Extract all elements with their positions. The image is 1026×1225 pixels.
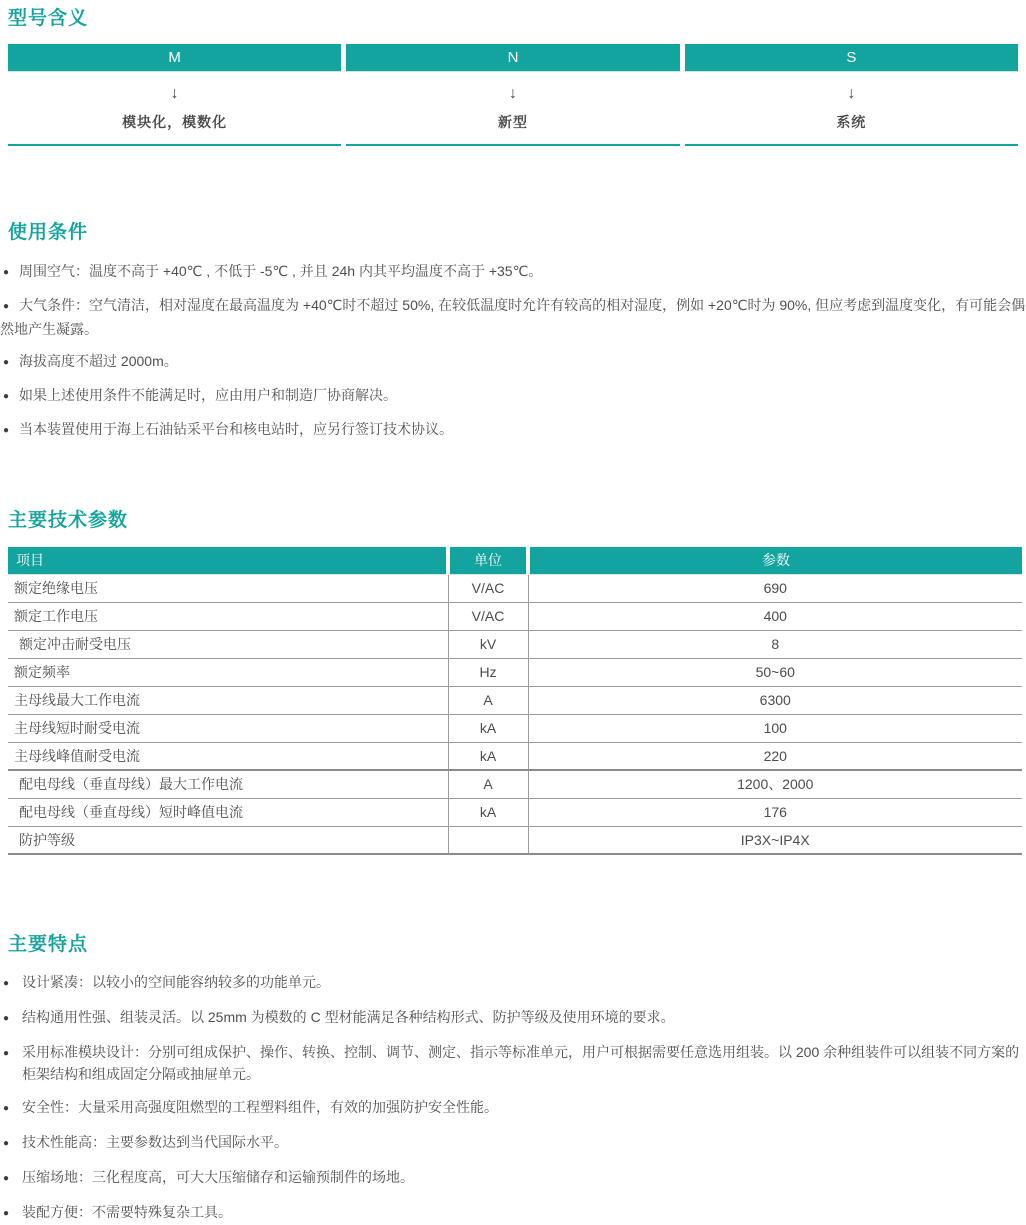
param-value: 100 <box>528 714 1022 742</box>
param-unit <box>448 826 528 854</box>
model-code-diagram <box>8 44 1018 146</box>
param-name: 防护等级 <box>8 826 448 854</box>
param-name: 主母线短时耐受电流 <box>8 714 448 742</box>
model-meaning-section <box>0 0 1026 146</box>
list-item-text: 压缩场地：三化程度高，可大大压缩储存和运输预制件的场地。 <box>22 1169 414 1185</box>
list-item <box>0 260 1026 284</box>
list-item <box>0 1131 1026 1155</box>
down-arrow-icon: ↓ <box>508 85 517 102</box>
table-row <box>8 630 1022 658</box>
param-unit: kA <box>448 798 528 826</box>
model-code-m: M <box>8 44 341 72</box>
param-unit: kA <box>448 742 528 770</box>
tech-params-section <box>0 510 1026 855</box>
bullet-dot-icon: ● <box>3 1138 10 1149</box>
features-list <box>0 971 1026 1225</box>
param-name: 配电母线（垂直母线）最大工作电流 <box>8 770 448 798</box>
model-code-n: N <box>346 44 679 72</box>
param-unit: V/AC <box>448 574 528 602</box>
usage-conditions-list <box>0 260 1026 442</box>
table-row <box>8 686 1022 714</box>
param-unit: kA <box>448 714 528 742</box>
list-item-text: 安全性：大量采用高强度阻燃型的工程塑料组件，有效的加强防护安全性能。 <box>22 1099 498 1115</box>
model-column-s <box>685 44 1018 146</box>
list-item <box>0 971 1026 995</box>
param-name: 主母线峰值耐受电流 <box>8 742 448 770</box>
list-item <box>0 350 1026 374</box>
list-item-text: 海拔高度不超过 2000m。 <box>19 353 178 369</box>
column-header-value: 参数 <box>528 547 1022 574</box>
bullet-dot-icon: ● <box>3 1208 10 1219</box>
param-unit: A <box>448 770 528 798</box>
list-item <box>0 294 1026 340</box>
bullet-dot-icon: ● <box>3 391 10 402</box>
param-name: 配电母线（垂直母线）短时峰值电流 <box>8 798 448 826</box>
param-value: 220 <box>528 742 1022 770</box>
column-header-item: 项目 <box>8 547 448 574</box>
bullet-dot-icon: ● <box>3 425 10 436</box>
section-title-features: 主要特点 <box>8 934 89 955</box>
list-item <box>0 1096 1026 1120</box>
param-unit: A <box>448 686 528 714</box>
table-row <box>8 658 1022 686</box>
param-value: 690 <box>528 574 1022 602</box>
param-name: 额定绝缘电压 <box>8 574 448 602</box>
usage-conditions-section <box>0 222 1026 442</box>
param-value: 8 <box>528 630 1022 658</box>
column-header-unit: 单位 <box>448 547 528 574</box>
param-unit: Hz <box>448 658 528 686</box>
table-header-row <box>8 547 1022 574</box>
param-value: 6300 <box>528 686 1022 714</box>
teal-underline <box>8 144 341 146</box>
list-item-text: 结构通用性强、组装灵活。以 25mm 为模数的 C 型材能满足各种结构形式、防护等级及使用环境的要求。 <box>22 1009 675 1025</box>
list-item <box>0 1041 1026 1085</box>
section-title-tech-params: 主要技术参数 <box>8 510 129 531</box>
section-title-model-meaning: 型号含义 <box>8 8 89 29</box>
tech-params-table <box>8 547 1022 855</box>
param-value: 50~60 <box>528 658 1022 686</box>
list-item <box>0 1201 1026 1225</box>
list-item <box>0 384 1026 408</box>
model-meaning-s: 系统 <box>836 114 867 130</box>
list-item-text: 技术性能高：主要参数达到当代国际水平。 <box>22 1134 288 1150</box>
param-unit: kV <box>448 630 528 658</box>
bullet-dot-icon: ● <box>3 1013 10 1024</box>
list-item-text: 大气条件：空气清洁，相对湿度在最高温度为 +40℃时不超过 50%, 在较低温度时允许有较高的相对湿度，例如 +20℃时为 90%, 但应考虑到温度变化，有可能会偶然地产生凝露。 <box>0 297 1026 337</box>
param-name: 额定频率 <box>8 658 448 686</box>
param-unit: V/AC <box>448 602 528 630</box>
param-value: IP3X~IP4X <box>528 826 1022 854</box>
list-item <box>0 418 1026 442</box>
param-value: 400 <box>528 602 1022 630</box>
teal-underline <box>346 144 679 146</box>
table-row <box>8 798 1022 826</box>
table-row <box>8 742 1022 770</box>
features-section <box>0 934 1026 1225</box>
list-item-text: 当本装置使用于海上石油钻采平台和核电站时，应另行签订技术协议。 <box>19 421 454 437</box>
list-item-text: 周围空气：温度不高于 +40℃ , 不低于 -5℃ , 并且 24h 内其平均温度不高于 +35℃。 <box>19 263 543 279</box>
teal-underline <box>685 144 1018 146</box>
list-item <box>0 1166 1026 1190</box>
param-value: 1200、2000 <box>528 770 1022 798</box>
bullet-dot-icon: ● <box>3 978 10 989</box>
list-item-text: 如果上述使用条件不能满足时，应由用户和制造厂协商解决。 <box>19 387 398 403</box>
down-arrow-icon: ↓ <box>847 85 856 102</box>
list-item <box>0 1006 1026 1030</box>
list-item-text: 采用标准模块设计：分别可组成保护、操作、转换、控制、调节、测定、指示等标准单元，用户可根据需要任意选用组装。以 200 余种组装件可以组装不同方案的柜架结构和组成固定分隔或抽屉单元。 <box>22 1044 1020 1082</box>
section-title-usage-conditions: 使用条件 <box>8 222 89 243</box>
list-item-text: 装配方便：不需要特殊复杂工具。 <box>22 1204 232 1220</box>
param-value: 176 <box>528 798 1022 826</box>
bullet-dot-icon: ● <box>3 267 10 278</box>
bullet-dot-icon: ● <box>3 1103 10 1114</box>
model-column-m <box>8 44 341 146</box>
table-row <box>8 714 1022 742</box>
model-meaning-n: 新型 <box>497 114 528 130</box>
param-name: 主母线最大工作电流 <box>8 686 448 714</box>
model-code-s: S <box>685 44 1018 72</box>
bullet-dot-icon: ● <box>3 1048 10 1059</box>
bullet-dot-icon: ● <box>3 357 10 368</box>
down-arrow-icon: ↓ <box>170 85 179 102</box>
list-item-text: 设计紧凑：以较小的空间能容纳较多的功能单元。 <box>22 974 330 990</box>
model-column-n <box>346 44 679 146</box>
model-meaning-m: 模块化，模数化 <box>122 114 228 130</box>
bullet-dot-icon: ● <box>3 301 10 312</box>
param-name: 额定冲击耐受电压 <box>8 630 448 658</box>
table-row <box>8 574 1022 602</box>
table-row <box>8 826 1022 854</box>
param-name: 额定工作电压 <box>8 602 448 630</box>
bullet-dot-icon: ● <box>3 1173 10 1184</box>
table-row <box>8 770 1022 798</box>
table-row <box>8 602 1022 630</box>
